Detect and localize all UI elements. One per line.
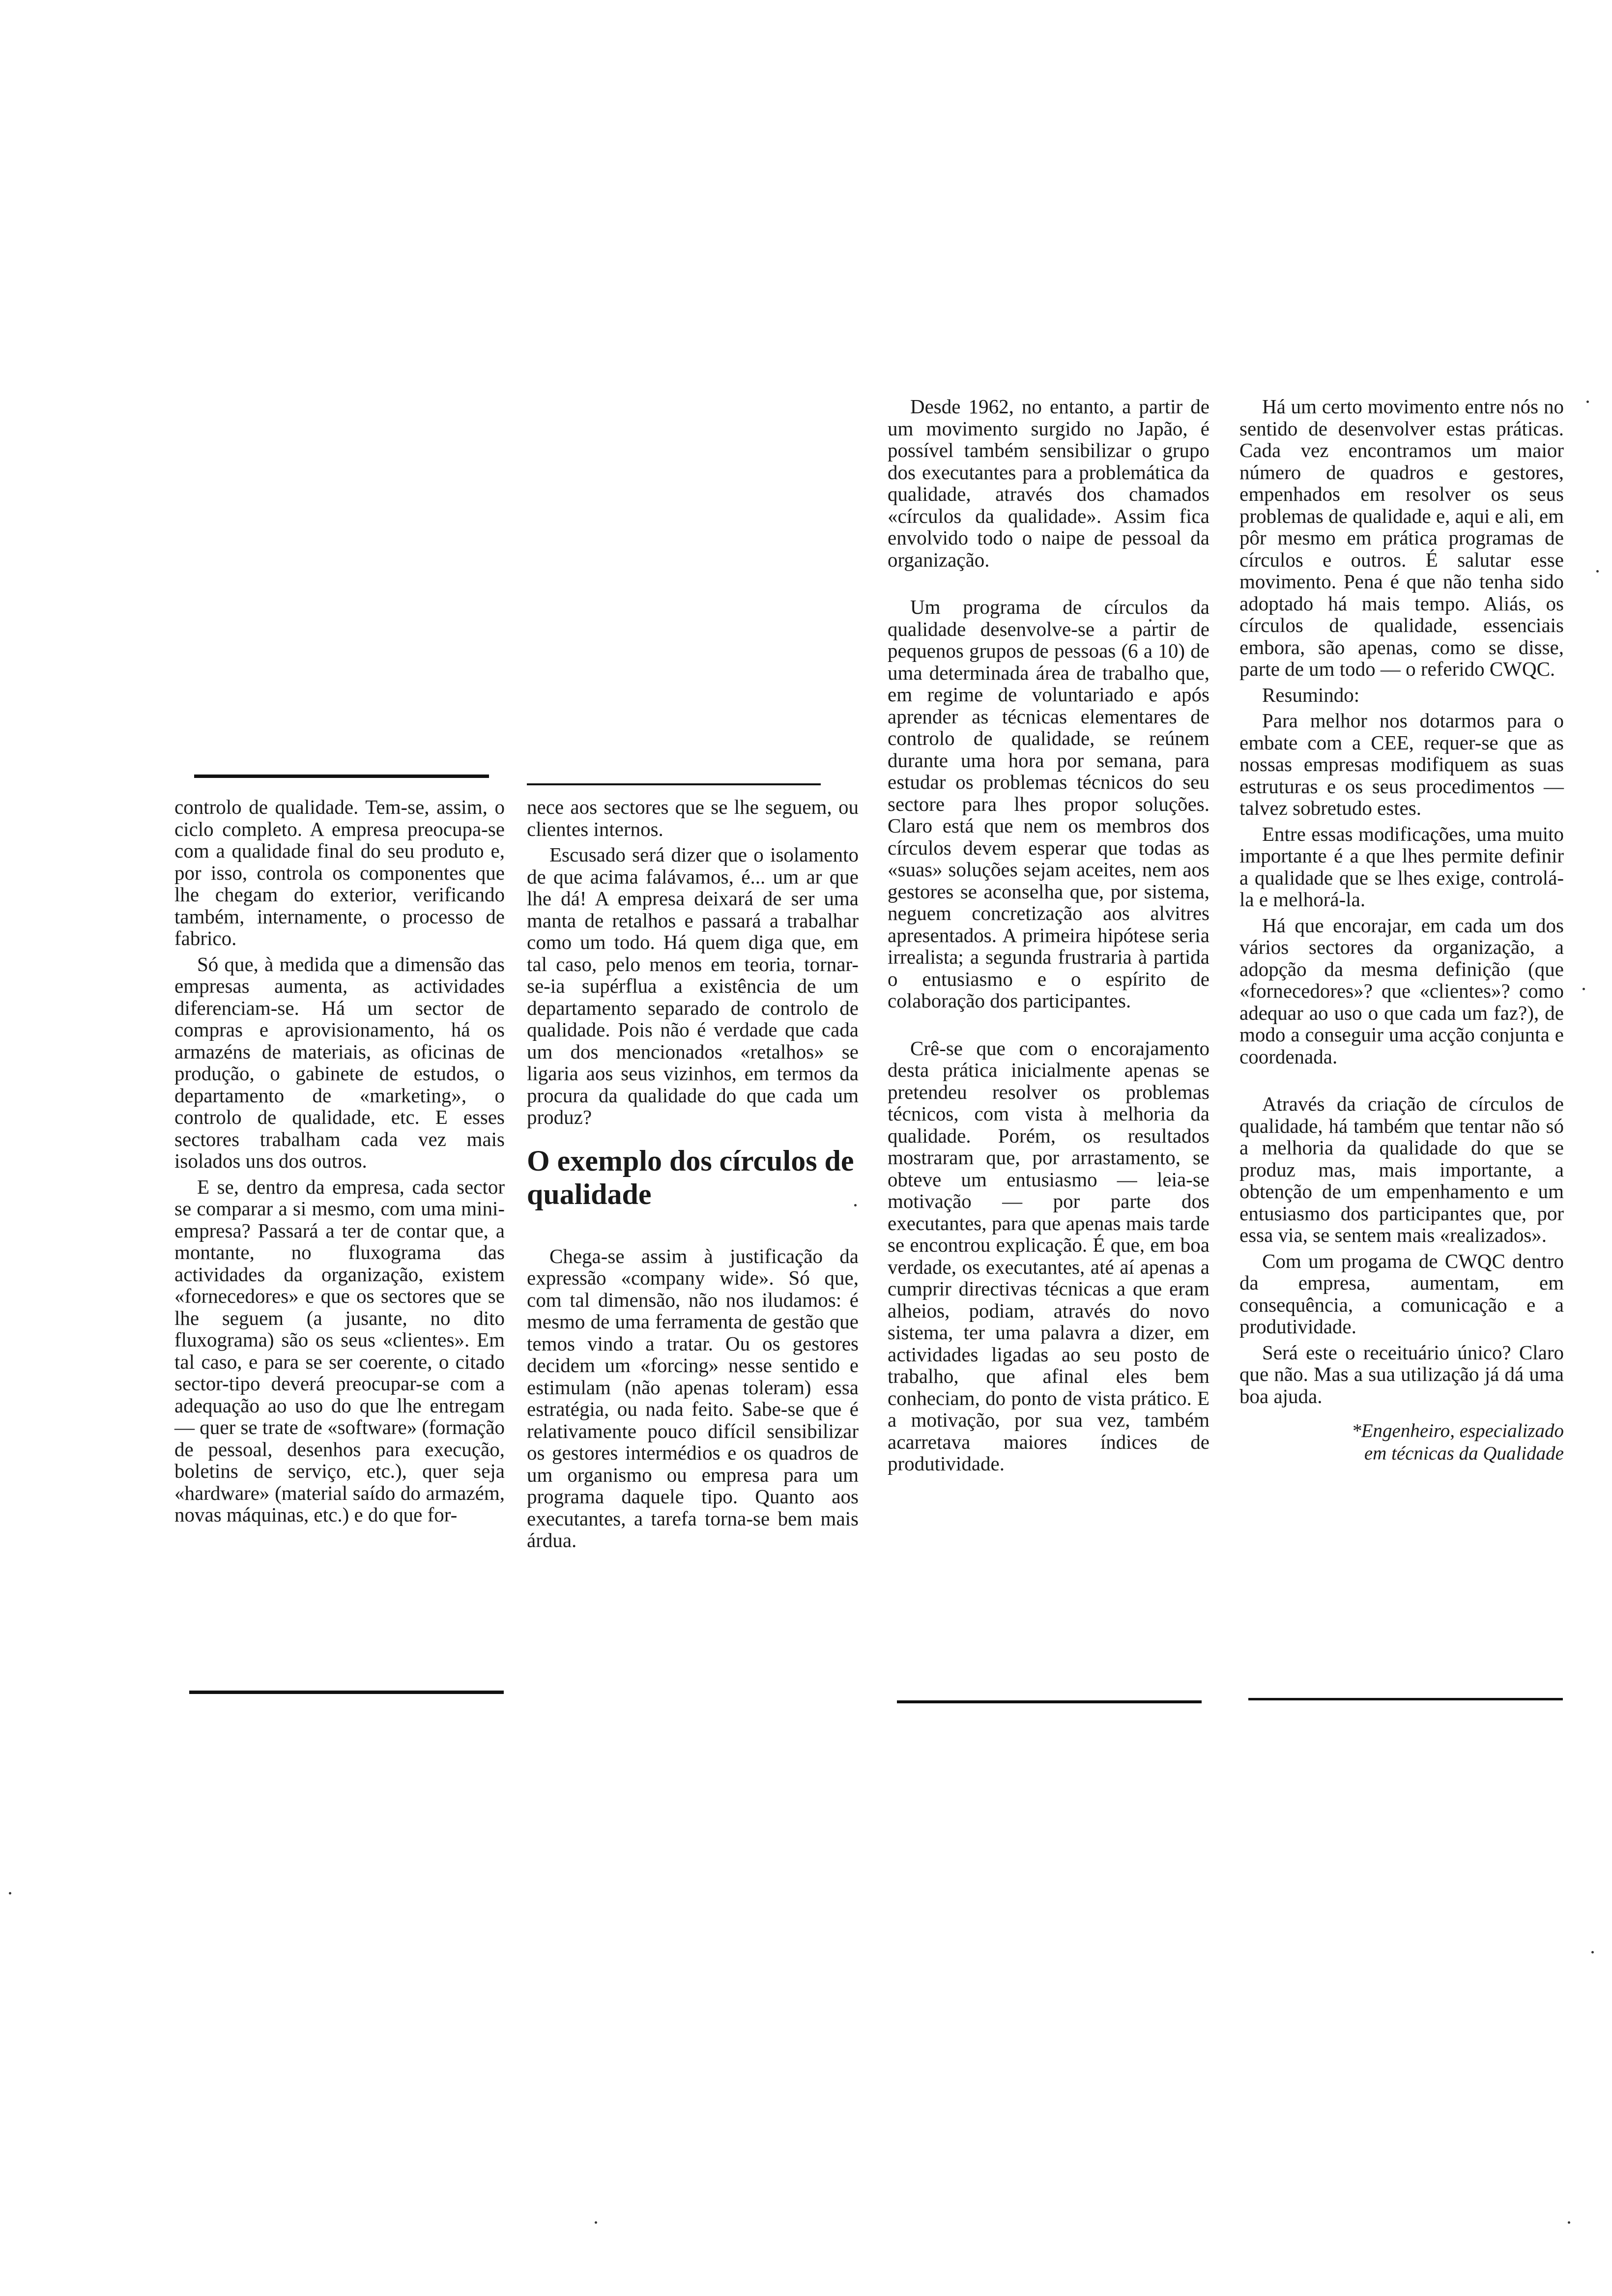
paragraph: Resumindo: [1262,683,1360,706]
scan-speck [1596,570,1599,573]
paragraph: Com um progama de CWQC dentro da empresa, aumentam, em consequência, a comunicação e a produtividade. [1239,1249,1564,1338]
paragraph: nece aos sectores que se lhe seguem, ou clientes internos. [527,796,859,840]
paragraph: Desde 1962, no entanto, a partir de um movimento surgido no Japão, é possível também sensibilizar o grupo dos executantes para a problemática da qualidade, através dos chamados «círculos da qualidade». Assim fica envolvido todo o naipe de pessoal da organização. [888,395,1209,571]
paragraph: Chega-se assim à justificação da expressão «company wide». Só que, com tal dimensão, não nos iludamos: é mesmo de uma ferramenta de gestão que temos vindo a tratar. Ou os gestores decidem um «forcing» nesse sentido e estimulam (não apenas toleram) essa estratégia, ou nada feito. Sabe-se que é relativamente pouco difícil sensibilizar os gestores intermédios e os quadros de um organismo ou empresa para um programa daquele tipo. Quanto aos executantes, a tarefa torna-se bem mais árdua. [527,1244,859,1551]
paragraph: Será este o receituário único? Claro que não. Mas a sua utilização já dá uma boa ajuda. [1239,1341,1564,1407]
paragraph: Só que, à medida que a dimensão das empresas aumenta, as actividades diferenciam-se. Há um sector de compras e aprovisionamento, há os armazéns de materiais, as oficinas de produção, o gabinete de estudos, o departamento de «marketing», o controlo de qualidade, etc. E esses sectores trabalham cada vez mais isolados uns dos outros. [174,952,505,1172]
scan-speck [9,1892,11,1894]
paragraph: Escusado será dizer que o isolamento de que acima falávamos, é... um ar que lhe dá! A empresa deixará de ser uma manta de retalhos e passará a trabalhar como um todo. Há quem diga que, em tal caso, pelo menos em teoria, tornar-se-ia supérflua a existência de um departamento separado de controlo de qualidade. Pois não é verdade que cada um dos mencionados «retalhos» se ligaria aos seus vizinhos, em termos da procura da qualidade do que cada um produz? [527,843,859,1128]
paragraph: E se, dentro da empresa, cada sector se comparar a si mesmo, com uma mini-empresa? Passará a ter de contar que, a montante, no fluxograma das actividades da organização, existem «fornecedores» e que os sectores que se lhe seguem (a jusante, no dito fluxograma) são os seus «clientes». Em tal caso, e para se ser coerente, o citado sector-tipo deverá preocupar-se com a adequação ao uso do que lhe entregam — quer se trate de «software» (formação de pessoal, desenhos para execução, boletins de serviço, etc.), quer seja «hardware» (material saído do armazém, novas máquinas, etc.) e do que for- [174,1175,505,1526]
article-column-2 [527,796,859,1555]
author-note: *Engenheiro, especializado em técnicas da Qualidade [1352,1420,1564,1464]
paragraph: controlo de qualidade. Tem-se, assim, o ciclo completo. A empresa preocupa-se com a qualidade final do seu produto e, por isso, controla os componentes que lhe chegam do exterior, verificando também, internamente, o processo de fabrico. [174,796,505,949]
article-column-1 [174,796,505,1530]
article-column-4 [1239,396,1564,1465]
paragraph: Entre essas modificações, uma muito importante é a que lhes permite definir a qualidade que se lhes exige, controlá-la e melhorá-la. [1239,822,1564,911]
scan-speck [1591,1951,1594,1953]
paragraph: Para melhor nos dotarmos para o embate com a CEE, requer-se que as nossas empresas modifiquem as suas estruturas e os seus procedimentos — talvez sobretudo estes. [1239,709,1564,819]
paragraph: Crê-se que com o encorajamento desta prática inicialmente apenas se pretendeu resolver os problemas técnicos, com vista à melhoria da qualidade. Porém, os resultados mostraram que, por arrastamento, se obteve um entusiasmo — leia-se motivação — por parte dos executantes, para que apenas mais tarde se encontrou explicação. É que, em boa verdade, os executantes, até aí apenas a cumprir directivas técnicas a que eram alheios, podiam, através do novo sistema, ter uma palavra a dizer, em actividades ligadas ao seu posto de trabalho, que afinal eles bem conheciam, do ponto de vista prático. E a motivação, por sua vez, também acarretava maiores índices de produtividade. [888,1036,1209,1475]
paragraph: Há um certo movimento entre nós no sentido de desenvolver estas práticas. Cada vez encontramos um maior número de quadros e gestores, empenhados em resolver os seus problemas de qualidade e, aqui e ali, em pôr mesmo em prática programas de círculos e outros. É salutar esse movimento. Pena é que não tenha sido adoptado há mais tempo. Aliás, os círculos de qualidade, essenciais embora, são apenas, como se disse, parte de um todo — o referido CWQC. [1239,395,1564,680]
bottom-rule-col4 [1248,1698,1563,1700]
section-heading: O exemplo dos círculos de qualidade [527,1144,854,1210]
scan-speck [1586,401,1589,403]
bottom-rule-col1 [189,1691,504,1694]
top-rule-col1 [194,775,489,778]
paragraph: Há que encorajar, em cada um dos vários sectores da organização, a adopção da mesma definição (que «fornecedores»? que «clientes»? como adequar ao uso o que cada um faz?), de modo a conseguir uma acção conjunta e coordenada. [1239,914,1564,1068]
scan-speck [1568,2221,1570,2224]
top-rule-col2 [527,783,821,785]
paragraph: Através da criação de círculos de qualidade, há também que tentar não só a melhoria da qualidade do que se produz mas, mais importante, a obtenção de um empenhamento e um entusiasmo dos participantes que, por essa via, se sentem mais «realizados». [1239,1092,1564,1246]
scan-speck [595,2221,597,2224]
article-column-3 [888,396,1209,1479]
paragraph: Um programa de círculos da qualidade desenvolve-se a partir de pequenos grupos de pessoas (6 a 10) de uma determinada área de trabalho que, em regime de voluntariado e após aprender as técnicas elementares de controlo de qualidade, se reúnem durante uma hora por semana, para estudar os problemas técnicos do seu sectore para lhes propor soluções. Claro está que nem os membros dos círculos devem esperar que todas as «suas» soluções sejam aceites, nem aos gestores se aconselha que, por sistema, neguem concretização aos alvitres apresentados. A primeira hipótese seria irrealista; a segunda frustraria à partida o entusiasmo e o espírito de colaboração dos participantes. [888,596,1209,1012]
scan-speck [1583,988,1585,990]
bottom-rule-col3 [897,1700,1202,1703]
